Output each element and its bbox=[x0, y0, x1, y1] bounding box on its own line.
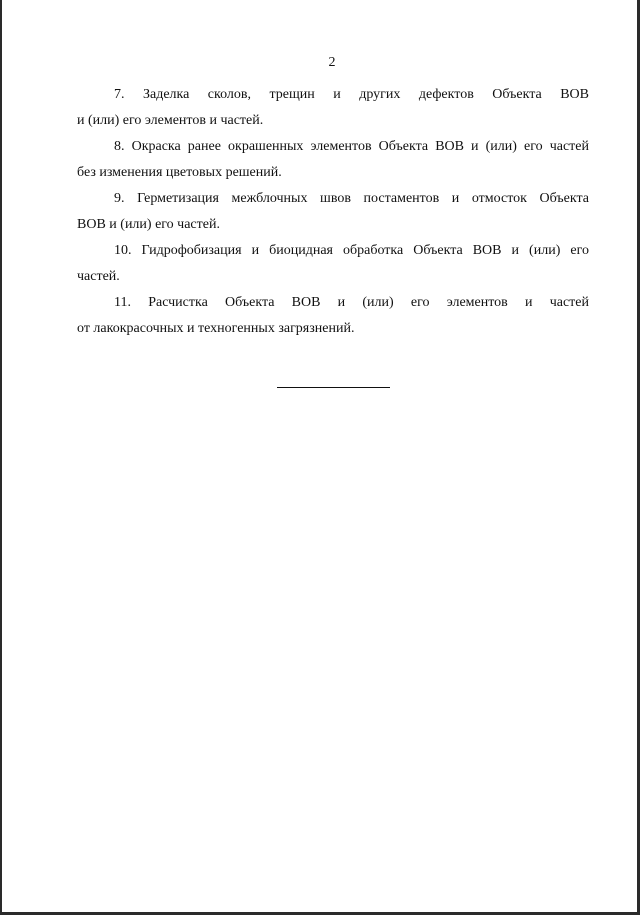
scan-edge-left bbox=[0, 0, 2, 915]
list-item-line: 8. Окраска ранее окрашенных элементов Объекта ВОВ и (или) его частей bbox=[114, 139, 589, 154]
page-number: 2 bbox=[328, 55, 336, 70]
list-item-line: 10. Гидрофобизация и биоцидная обработка Объекта ВОВ и (или) его bbox=[114, 243, 589, 258]
list-item-line: 7. Заделка сколов, трещин и других дефектов Объекта ВОВ bbox=[114, 87, 589, 102]
list-item-line: без изменения цветовых решений. bbox=[77, 165, 282, 180]
list-item-line: 9. Герметизация межблочных швов постаментов и отмосток Объекта bbox=[114, 191, 589, 206]
list-item-line: 11. Расчистка Объекта ВОВ и (или) его элементов и частей bbox=[114, 295, 589, 310]
end-separator-line bbox=[277, 387, 390, 388]
list-item bbox=[77, 186, 589, 238]
list-item bbox=[77, 82, 589, 134]
list-item bbox=[77, 238, 589, 290]
list-item bbox=[77, 134, 589, 186]
list-item-line: ВОВ и (или) его частей. bbox=[77, 217, 220, 232]
list-item-line: от лакокрасочных и техногенных загрязнений. bbox=[77, 321, 355, 336]
list-item-line: частей. bbox=[77, 269, 120, 284]
list-item bbox=[77, 290, 589, 342]
document-body bbox=[77, 82, 589, 342]
list-item-line: и (или) его элементов и частей. bbox=[77, 113, 264, 128]
